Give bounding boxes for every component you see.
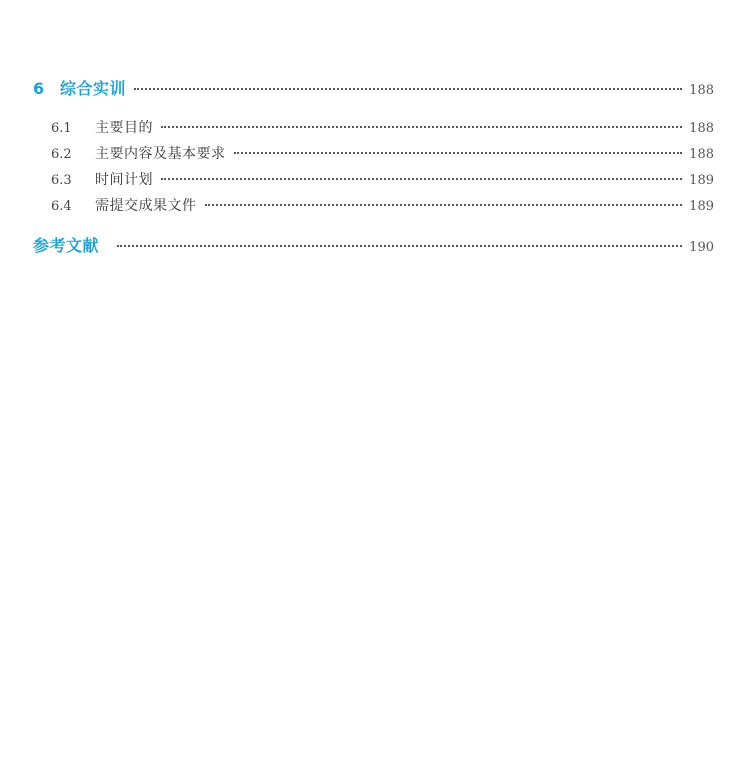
dot-leader	[117, 245, 682, 247]
section-number: 6.1	[51, 121, 72, 136]
dot-leader	[234, 152, 683, 154]
dot-leader	[205, 204, 683, 206]
section-number: 6.3	[51, 173, 72, 188]
dot-leader	[161, 178, 682, 180]
section-title: 主要目的	[95, 120, 153, 136]
page-number: 188	[689, 83, 714, 98]
page-number: 188	[689, 121, 714, 136]
toc-section-6-2[interactable]	[51, 143, 714, 163]
chapter-number: 6	[33, 79, 45, 98]
section-title: 需提交成果文件	[95, 198, 197, 214]
section-title: 时间计划	[95, 172, 153, 188]
section-title: 主要内容及基本要求	[95, 146, 226, 162]
toc-chapter-6[interactable]	[33, 76, 714, 99]
section-number: 6.4	[51, 199, 72, 214]
page-number: 189	[689, 199, 714, 214]
dot-leader	[134, 88, 682, 90]
toc-section-6-4[interactable]	[51, 195, 714, 215]
toc-section-6-1[interactable]	[51, 117, 714, 137]
page-number: 188	[689, 147, 714, 162]
chapter-title: 综合实训	[60, 79, 127, 98]
dot-leader	[161, 126, 682, 128]
toc-references[interactable]	[33, 233, 714, 256]
section-number: 6.2	[51, 147, 72, 162]
toc-section-6-3[interactable]	[51, 169, 714, 189]
page-number: 190	[689, 240, 714, 255]
page-number: 189	[689, 173, 714, 188]
references-title: 参考文献	[33, 236, 100, 255]
